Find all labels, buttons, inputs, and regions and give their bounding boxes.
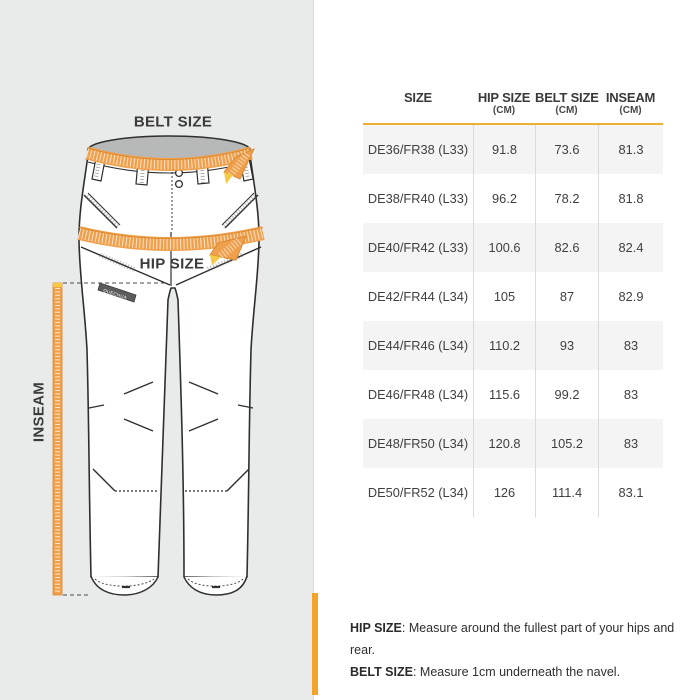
table-cell-belt: 73.6 — [535, 125, 598, 174]
column-header-unit: (CM) — [492, 105, 516, 116]
table-row — [363, 321, 663, 370]
table-cell-inseam: 81.3 — [598, 125, 663, 174]
table-cell-inseam: 83 — [598, 321, 663, 370]
inseam-ruler-tape — [53, 283, 62, 595]
table-body — [363, 125, 663, 517]
column-header-label: BELT SIZE — [535, 90, 599, 105]
table-cell-size: DE50/FR52 (L34) — [367, 485, 469, 500]
table-row — [363, 174, 663, 223]
column-header-unit: (CM) — [555, 105, 578, 116]
belt-size-label: BELT SIZE — [133, 113, 213, 131]
column-header-label: INSEAM — [605, 90, 656, 105]
column-header-label: SIZE — [403, 90, 433, 105]
table-cell-belt: 82.6 — [535, 223, 598, 272]
table-cell-inseam: 82.9 — [598, 272, 663, 321]
table-cell-belt: 111.4 — [535, 468, 598, 517]
column-header-size — [363, 90, 473, 117]
table-cell-belt: 99.2 — [535, 370, 598, 419]
brand-tag-text: QUECHUA — [102, 287, 128, 301]
table-cell-hip: 115.6 — [473, 370, 535, 419]
column-header-belt-size — [535, 90, 598, 117]
table-cell-inseam: 81.8 — [598, 174, 663, 223]
column-header-hip-size — [473, 90, 535, 117]
table-cell-size: DE46/FR48 (L34) — [367, 387, 469, 402]
table-cell-inseam: 83.1 — [598, 468, 663, 517]
table-cell-hip: 105 — [473, 272, 535, 321]
table-cell-hip: 126 — [473, 468, 535, 517]
table-cell-belt: 93 — [535, 321, 598, 370]
pants-technical-drawing — [0, 0, 314, 700]
table-row — [363, 223, 663, 272]
table-cell-size: DE42/FR44 (L34) — [367, 289, 469, 304]
column-header-unit: (CM) — [619, 105, 642, 116]
table-row — [363, 370, 663, 419]
note-text: : Measure 1cm underneath the navel. — [412, 665, 621, 679]
table-cell-hip: 120.8 — [473, 419, 535, 468]
size-chart-table — [363, 90, 663, 517]
note-text: : Measure around the fullest part of your hips and rear. — [350, 621, 675, 657]
table-cell-belt: 105.2 — [535, 419, 598, 468]
table-row — [363, 468, 663, 517]
hip-size-label: HIP SIZE — [139, 255, 205, 273]
table-cell-size: DE44/FR46 (L34) — [367, 338, 469, 353]
inseam-label: INSEAM — [30, 381, 48, 443]
note-label: BELT SIZE — [350, 665, 413, 679]
leg-cuffs — [91, 576, 247, 595]
table-cell-belt: 78.2 — [535, 174, 598, 223]
measurement-notes — [350, 617, 690, 683]
column-header-label: HIP SIZE — [477, 90, 531, 105]
table-cell-hip: 110.2 — [473, 321, 535, 370]
table-row — [363, 272, 663, 321]
pants-outline — [79, 155, 259, 577]
table-cell-size: DE40/FR42 (L33) — [367, 240, 469, 255]
table-row — [363, 125, 663, 174]
table-row — [363, 419, 663, 468]
table-cell-size: DE38/FR40 (L33) — [367, 191, 469, 206]
note-line-belt — [350, 661, 690, 683]
table-cell-size: DE36/FR38 (L33) — [367, 142, 469, 157]
table-cell-belt: 87 — [535, 272, 598, 321]
table-cell-hip: 100.6 — [473, 223, 535, 272]
column-header-inseam — [598, 90, 663, 117]
table-cell-inseam: 83 — [598, 419, 663, 468]
table-cell-hip: 96.2 — [473, 174, 535, 223]
table-header-row — [363, 90, 663, 117]
note-label: HIP SIZE — [350, 621, 402, 635]
note-line-hip — [350, 617, 690, 661]
notes-accent-bar — [312, 593, 318, 695]
table-cell-size: DE48/FR50 (L34) — [367, 436, 469, 451]
diagram-panel — [0, 0, 314, 700]
table-cell-inseam: 82.4 — [598, 223, 663, 272]
table-cell-hip: 91.8 — [473, 125, 535, 174]
table-cell-inseam: 83 — [598, 370, 663, 419]
